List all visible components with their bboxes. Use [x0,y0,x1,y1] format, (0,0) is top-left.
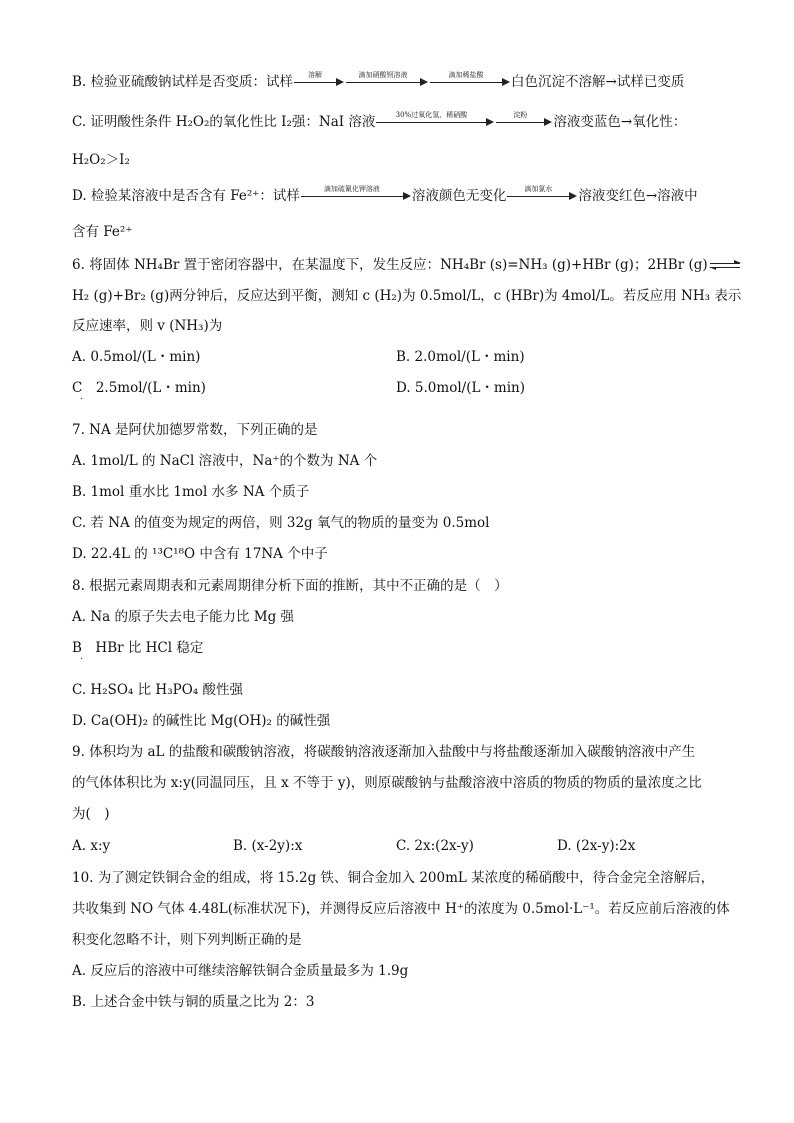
arrow-label: 滴加硝酸钡溶液 [358,71,408,79]
arrow-label: 滴加氯水 [524,185,553,193]
q9-option-c: C. 2x:(2x-y) [396,838,474,854]
arrow-label: 溶解 [308,71,323,79]
q5-c-text2: 溶液变蓝色→氧化性： [553,114,687,130]
arrow-label: 淀粉 [513,111,528,119]
q6-option-a: A. 0.5mol/(L・min) [72,349,201,365]
reaction-arrow [294,72,344,92]
equilibrium-arrow-icon [710,261,740,271]
reaction-arrow [430,72,510,92]
q6-option-c: C 2.5mol/(L・min) [72,380,206,396]
q7-option-b: B. 1mol 重水比 1mol 水多 NA 个质子 [72,484,310,500]
q9-stem-line1: 9. 体积均为 aL 的盐酸和碳酸钠溶液，将碳酸钠溶液逐渐加入盐酸中与将盐酸逐渐加入碳酸钠溶液中产生 [72,744,696,760]
q10-stem-line1: 10. 为了测定铁铜合金的组成，将 15.2g 铁、铜合金加入 200mL 某浓度的稀硝酸中，待合金完全溶解后， [72,870,715,886]
q5-option-b [72,72,684,92]
q7-option-d: D. 22.4L 的 ¹³C¹⁸O 中含有 17NA 个中子 [72,546,328,562]
q6-stem-line1 [72,255,742,275]
q5-d-continued: 含有 Fe²⁺ [72,224,133,240]
q5-d-text2: 溶液颜色无变化 [411,188,507,204]
q9-stem-line3: 为( ) [72,806,110,822]
arrow-label: 滴加硫氰化钾溶液 [323,185,380,193]
q6-option-d: D. 5.0mol/(L・min) [396,380,526,396]
q5-c-continued: H₂O₂＞I₂ [72,152,130,168]
arrow-label: 30%过氧化氢、稀硝酸 [395,111,468,119]
arrow-label: 滴加稀盐酸 [448,71,484,79]
q9-option-a: A. x:y [72,838,111,854]
reaction-arrow [301,186,411,206]
q8-option-a: A. Na 的原子失去电子能力比 Mg 强 [72,609,295,625]
q8-option-c: C. H₂SO₄ 比 H₃PO₄ 酸性强 [72,682,243,698]
q6-stem-text: 6. 将固体 NH₄Br 置于密闭容器中，在某温度下，发生反应：NH₄Br (s)=NH₃ (g)+HBr (g)；2HBr (g) [72,257,708,273]
q5-option-d [72,186,698,206]
dot-mark: · [80,394,84,405]
q5-c-text1: C. 证明酸性条件 H₂O₂的氧化性比 I₂强：NaI 溶液 [72,114,376,130]
q7-option-a: A. 1mol/L 的 NaCl 溶液中，Na⁺的个数为 NA 个 [72,453,378,469]
q7-stem: 7. NA 是阿伏加德罗常数，下列正确的是 [72,422,318,438]
q8-option-d: D. Ca(OH)₂ 的碱性比 Mg(OH)₂ 的碱性强 [72,713,331,729]
q7-option-c: C. 若 NA 的值变为规定的两倍，则 32g 氧气的物质的量变为 0.5mol [72,515,490,531]
q10-option-b: B. 上述合金中铁与铜的质量之比为 2：3 [72,994,315,1010]
reaction-arrow [346,72,428,92]
q6-stem-line2: H₂ (g)+Br₂ (g)两分钟后，反应达到平衡，测知 c (H₂)为 0.5mol/L，c (HBr)为 4mol/L。若反应用 NH₃ 表示 [72,288,742,304]
q9-option-d: D. (2x-y):2x [557,838,636,854]
q5-b-text1: B. 检验亚硫酸钠试样是否变质：试样 [72,74,294,90]
q5-d-text1: D. 检验某溶液中是否含有 Fe²⁺：试样 [72,188,300,204]
reaction-arrow [496,112,552,132]
q8-stem: 8. 根据元素周期表和元素周期律分析下面的推断，其中不正确的是（ ） [72,578,508,594]
dot-mark: · [80,654,84,665]
q6-option-b: B. 2.0mol/(L・min) [396,349,525,365]
q6-stem-line3: 反应速率，则 v (NH₃)为 [72,318,223,334]
q10-option-a: A. 反应后的溶液中可继续溶解铁铜合金质量最多为 1.9g [72,963,409,979]
q5-d-text3: 溶液变红色→溶液中 [578,188,698,204]
q5-option-c [72,112,686,132]
q10-stem-line2: 共收集到 NO 气体 4.48L(标准状况下)，并测得反应后溶液中 H⁺的浓度为 0.5mol·L⁻¹。若反应前后溶液的体 [72,901,730,917]
reaction-arrow [507,186,577,206]
q9-option-b: B. (x-2y):x [233,838,303,854]
q9-stem-line2: 的气体体积比为 x:y(同温同压，且 x 不等于 y)，则原碳酸钠与盐酸溶液中溶质的物质的物质的量浓度之比 [72,775,702,791]
q8-option-b: B HBr 比 HCl 稳定 [72,640,204,656]
q10-stem-line3: 积变化忽略不计，则下列判断正确的是 [72,932,302,948]
q5-b-text2: 白色沉淀不溶解→试样已变质 [511,74,685,90]
reaction-arrow [376,112,494,132]
